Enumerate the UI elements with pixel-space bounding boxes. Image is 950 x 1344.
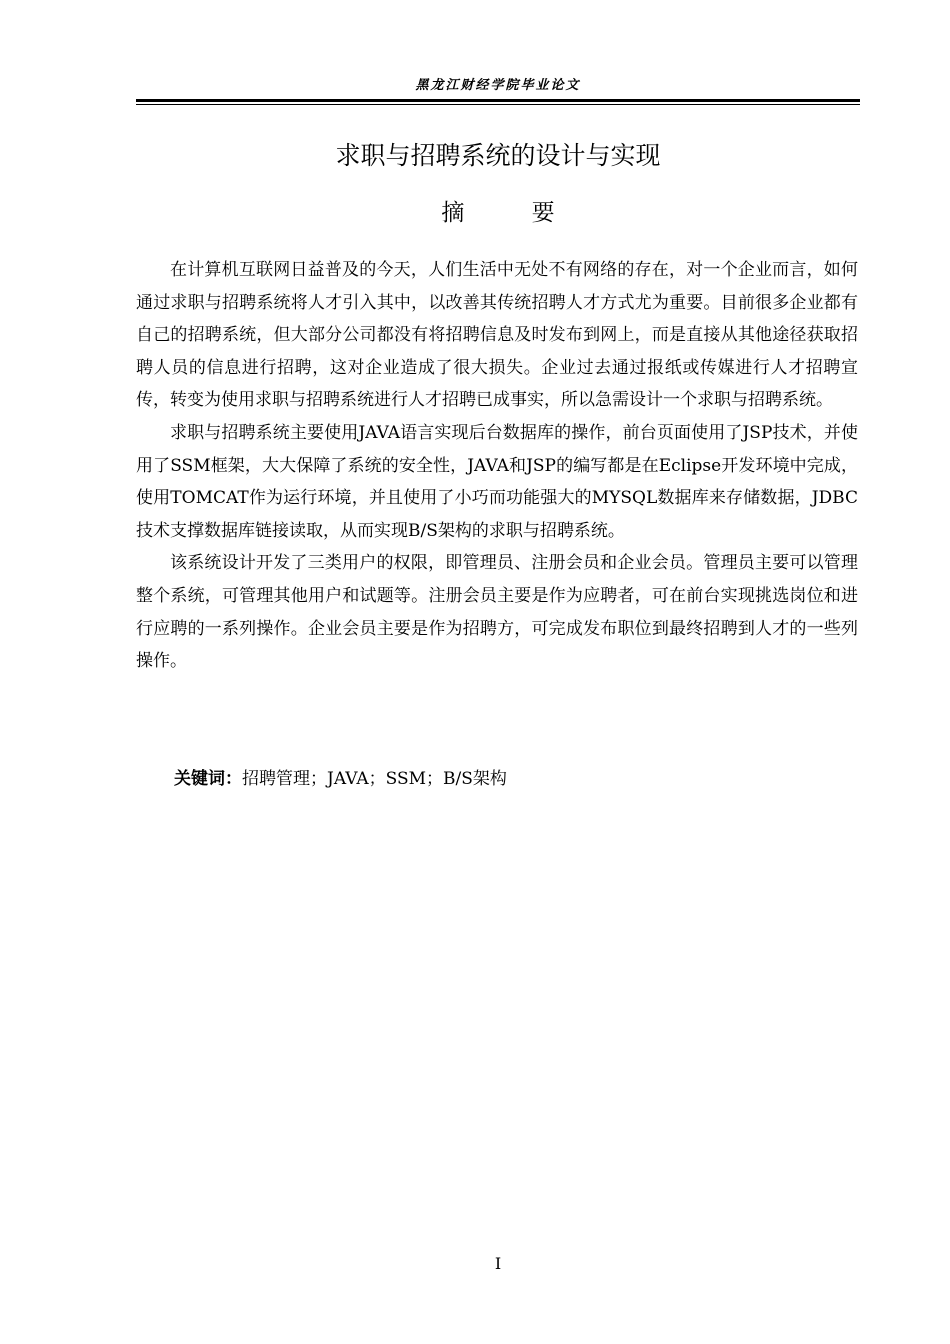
header-rule-thin <box>136 104 860 105</box>
running-header: 黑龙江财经学院毕业论文 <box>415 78 581 93</box>
header-rule-thick <box>136 99 860 102</box>
abstract-paragraph-1: 在计算机互联网日益普及的今天，人们生活中无处不有网络的存在，对一个企业而言，如何通过求职与招聘系统将人才引入其中，以改善其传统招聘人才方式尤为重要。目前很多企业都有自己的招聘系统，但大部分公司都没有将招聘信息及时发布到网上，而是直接从其他途径获取招聘人员的信息进行招聘，这对企业造成了很大损失。企业过去通过报纸或传媒进行人才招聘宣传，转变为使用求职与招聘系统进行人才招聘已成事实，所以急需设计一个求职与招聘系统。 <box>136 260 858 411</box>
abstract-body <box>136 254 858 678</box>
thesis-title: 求职与招聘系统的设计与实现 <box>335 141 661 170</box>
abstract-heading: 摘 要 <box>441 200 585 226</box>
page-number: I <box>494 1254 502 1273</box>
abstract-paragraph-3: 该系统设计开发了三类用户的权限，即管理员、注册会员和企业会员。管理员主要可以管理整个系统，可管理其他用户和试题等。注册会员主要是作为应聘者，可在前台实现挑选岗位和进行应聘的一系列操作。企业会员主要是作为招聘方，可完成发布职位到最终招聘到人才的一些列操作。 <box>136 553 858 672</box>
keywords-text: 招聘管理；JAVA；SSM；B/S架构 <box>242 769 507 789</box>
keywords-line <box>136 763 858 795</box>
keywords-label: 关键词： <box>174 769 242 789</box>
abstract-paragraph-2: 求职与招聘系统主要使用JAVA语言实现后台数据库的操作，前台页面使用了JSP技术，并使用了SSM框架，大大保障了系统的安全性，JAVA和JSP的编写都是在Eclipse开发环境中完成，使用TOMCAT作为运行环境，并且使用了小巧而功能强大的MYSQL数据库来存储数据，JDBC技术支撑数据库链接读取，从而实现B/S架构的求职与招聘系统。 <box>136 422 858 541</box>
